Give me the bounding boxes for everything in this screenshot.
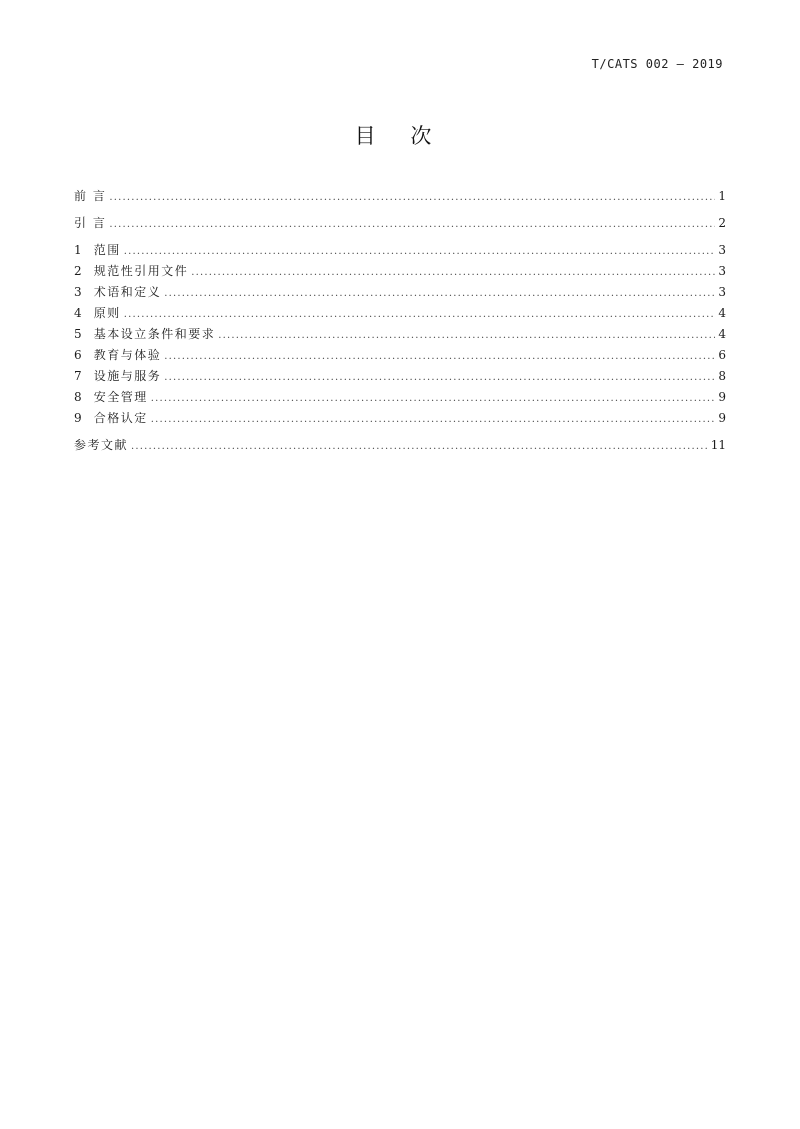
toc-entry-page: 2 bbox=[718, 216, 726, 230]
toc-entry-label: 前 言 bbox=[74, 189, 107, 203]
toc-entry-label: 引 言 bbox=[74, 216, 107, 230]
toc-entry-label: 5 基本设立条件和要求 bbox=[74, 327, 216, 341]
toc-entry-page: 9 bbox=[718, 390, 726, 404]
toc-leader-dots bbox=[164, 283, 715, 304]
toc-entry-page: 9 bbox=[718, 411, 726, 425]
toc-entry-education-experience[interactable] bbox=[74, 345, 726, 366]
toc-entry-conformity-assessment[interactable] bbox=[74, 408, 726, 429]
toc-entry-label: 3 术语和定义 bbox=[74, 285, 162, 299]
toc-entry-page: 4 bbox=[718, 327, 726, 341]
toc-entry-page: 1 bbox=[718, 189, 726, 203]
toc-entry-bibliography[interactable] bbox=[74, 435, 726, 456]
toc-entry-label: 8 安全管理 bbox=[74, 390, 148, 404]
toc-leader-dots bbox=[164, 346, 715, 367]
document-code: T/CATS 002 — 2019 bbox=[591, 57, 723, 71]
table-of-contents bbox=[74, 186, 726, 456]
toc-leader-dots bbox=[124, 304, 715, 325]
toc-leader-dots bbox=[109, 187, 715, 208]
toc-leader-dots bbox=[151, 388, 715, 409]
toc-entry-introduction[interactable] bbox=[74, 213, 726, 234]
toc-entry-foreword[interactable] bbox=[74, 186, 726, 207]
toc-entry-facilities-services[interactable] bbox=[74, 366, 726, 387]
toc-entry-label: 6 教育与体验 bbox=[74, 348, 162, 362]
toc-entry-page: 4 bbox=[718, 306, 726, 320]
toc-entry-label: 9 合格认定 bbox=[74, 411, 148, 425]
toc-entry-page: 3 bbox=[718, 285, 726, 299]
toc-entry-basic-requirements[interactable] bbox=[74, 324, 726, 345]
toc-entry-label: 4 原则 bbox=[74, 306, 121, 320]
toc-entry-safety-management[interactable] bbox=[74, 387, 726, 408]
toc-entry-terms-definitions[interactable] bbox=[74, 282, 726, 303]
page-title: 目 次 bbox=[354, 124, 446, 148]
toc-leader-dots bbox=[191, 262, 715, 283]
toc-entry-principles[interactable] bbox=[74, 303, 726, 324]
toc-leader-dots bbox=[218, 325, 715, 346]
toc-entry-page: 8 bbox=[718, 369, 726, 383]
toc-entry-page: 11 bbox=[710, 438, 726, 452]
toc-entry-label: 7 设施与服务 bbox=[74, 369, 162, 383]
toc-leader-dots bbox=[109, 214, 715, 235]
toc-leader-dots bbox=[151, 409, 715, 430]
toc-leader-dots bbox=[124, 241, 715, 262]
toc-entry-label: 2 规范性引用文件 bbox=[74, 264, 189, 278]
toc-entry-page: 3 bbox=[718, 264, 726, 278]
toc-entry-page: 3 bbox=[718, 243, 726, 257]
toc-entry-normative-references[interactable] bbox=[74, 261, 726, 282]
toc-entry-label: 1 范围 bbox=[74, 243, 121, 257]
toc-leader-dots bbox=[131, 436, 708, 457]
toc-entry-label: 参考文献 bbox=[74, 438, 129, 452]
toc-entry-scope[interactable] bbox=[74, 240, 726, 261]
toc-entry-page: 6 bbox=[718, 348, 726, 362]
toc-leader-dots bbox=[164, 367, 715, 388]
